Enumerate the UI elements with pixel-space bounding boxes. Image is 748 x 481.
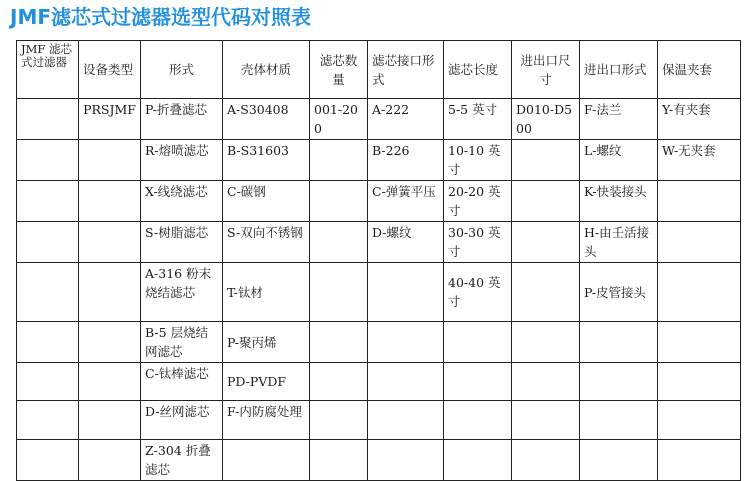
table-row <box>17 440 741 481</box>
table-cell: F-法兰 <box>580 99 658 140</box>
table-cell: R-熔喷滤芯 <box>141 140 223 181</box>
table-cell: A-316 粉末烧结滤芯 <box>141 263 223 322</box>
table-cell <box>17 140 79 181</box>
table-cell <box>17 322 79 363</box>
table-cell: D010-D500 <box>512 99 580 140</box>
header-element-length: 滤芯长度 <box>444 41 512 99</box>
table-cell <box>580 401 658 440</box>
header-form: 形式 <box>141 41 223 99</box>
header-inlet-outlet-size: 进出口尺寸 <box>512 41 580 99</box>
table-row <box>17 363 741 401</box>
table-cell: P-聚丙烯 <box>223 322 310 363</box>
table-header-row <box>17 41 741 99</box>
table-cell <box>79 322 141 363</box>
table-cell: D-丝网滤芯 <box>141 401 223 440</box>
table-cell <box>512 440 580 481</box>
table-cell: 20-20 英寸 <box>444 181 512 222</box>
table-cell <box>17 363 79 401</box>
table-row <box>17 140 741 181</box>
table-cell: S-树脂滤芯 <box>141 222 223 263</box>
table-cell <box>368 263 444 322</box>
table-row <box>17 99 741 140</box>
table-cell: T-钛材 <box>223 263 310 322</box>
table-cell <box>368 322 444 363</box>
table-cell <box>580 322 658 363</box>
table-cell: PD-PVDF <box>223 363 310 401</box>
table-cell: B-5 层烧结网滤芯 <box>141 322 223 363</box>
table-cell <box>310 222 368 263</box>
table-cell <box>310 322 368 363</box>
table-row <box>17 181 741 222</box>
table-cell: Z-304 折叠滤芯 <box>141 440 223 481</box>
table-cell <box>444 401 512 440</box>
table-cell: F-内防腐处理 <box>223 401 310 440</box>
table-cell: 5-5 英寸 <box>444 99 512 140</box>
table-cell: C-弹簧平压 <box>368 181 444 222</box>
table-cell <box>512 263 580 322</box>
table-cell: B-S31603 <box>223 140 310 181</box>
table-cell: H-由壬活接头 <box>580 222 658 263</box>
table-cell <box>310 440 368 481</box>
header-insulation-jacket: 保温夹套 <box>658 41 741 99</box>
table-cell <box>310 263 368 322</box>
header-device-type: 设备类型 <box>79 41 141 99</box>
table-cell: A-S30408 <box>223 99 310 140</box>
table-row <box>17 401 741 440</box>
table-cell <box>512 322 580 363</box>
table-cell: PRSJMF <box>79 99 141 140</box>
header-jmf-filter: JMF 滤芯式过滤器 <box>17 41 79 99</box>
table-cell <box>79 140 141 181</box>
table-cell: S-双向不锈钢 <box>223 222 310 263</box>
table-cell: B-226 <box>368 140 444 181</box>
table-cell: X-线绕滤芯 <box>141 181 223 222</box>
table-cell: Y-有夹套 <box>658 99 741 140</box>
table-cell <box>79 440 141 481</box>
header-inlet-outlet-form: 进出口形式 <box>580 41 658 99</box>
table-cell <box>580 440 658 481</box>
table-cell: P-皮管接头 <box>580 263 658 322</box>
table-cell <box>658 181 741 222</box>
table-cell <box>310 363 368 401</box>
table-cell <box>512 222 580 263</box>
table-cell <box>658 322 741 363</box>
table-cell <box>444 363 512 401</box>
table-cell <box>444 322 512 363</box>
table-cell <box>658 401 741 440</box>
table-cell <box>79 263 141 322</box>
table-cell <box>17 401 79 440</box>
table-row <box>17 263 741 322</box>
table-cell <box>658 440 741 481</box>
table-cell <box>368 401 444 440</box>
selection-code-table <box>16 40 741 481</box>
table-row <box>17 322 741 363</box>
table-cell <box>658 222 741 263</box>
table-cell <box>310 140 368 181</box>
table-cell: 10-10 英寸 <box>444 140 512 181</box>
header-element-count: 滤芯数量 <box>310 41 368 99</box>
table-cell <box>79 363 141 401</box>
table-cell: A-222 <box>368 99 444 140</box>
table-cell <box>17 440 79 481</box>
table-cell: 30-30 英寸 <box>444 222 512 263</box>
table-cell <box>223 440 310 481</box>
table-cell <box>17 222 79 263</box>
table-cell: D-螺纹 <box>368 222 444 263</box>
table-cell <box>17 99 79 140</box>
table-cell <box>79 222 141 263</box>
table-cell <box>512 140 580 181</box>
table-cell <box>17 263 79 322</box>
table-cell: K-快装接头 <box>580 181 658 222</box>
table-cell: C-钛棒滤芯 <box>141 363 223 401</box>
table-cell <box>368 363 444 401</box>
table-cell <box>79 181 141 222</box>
table-cell <box>658 363 741 401</box>
table-cell <box>79 401 141 440</box>
table-cell: W-无夹套 <box>658 140 741 181</box>
table-cell <box>580 363 658 401</box>
table-cell <box>658 263 741 322</box>
table-cell <box>512 181 580 222</box>
table-cell <box>444 440 512 481</box>
table-cell <box>512 363 580 401</box>
table-cell <box>310 401 368 440</box>
table-cell: L-螺纹 <box>580 140 658 181</box>
table-cell: P-折叠滤芯 <box>141 99 223 140</box>
table-cell <box>368 440 444 481</box>
header-shell-material: 壳体材质 <box>223 41 310 99</box>
table-cell <box>512 401 580 440</box>
table-cell: C-碳钢 <box>223 181 310 222</box>
table-cell <box>310 181 368 222</box>
table-cell: 40-40 英寸 <box>444 263 512 322</box>
document-title: JMF滤芯式过滤器选型代码对照表 <box>10 5 312 29</box>
table-row <box>17 222 741 263</box>
header-element-interface: 滤芯接口形式 <box>368 41 444 99</box>
table-cell: 001-200 <box>310 99 368 140</box>
table-cell <box>17 181 79 222</box>
